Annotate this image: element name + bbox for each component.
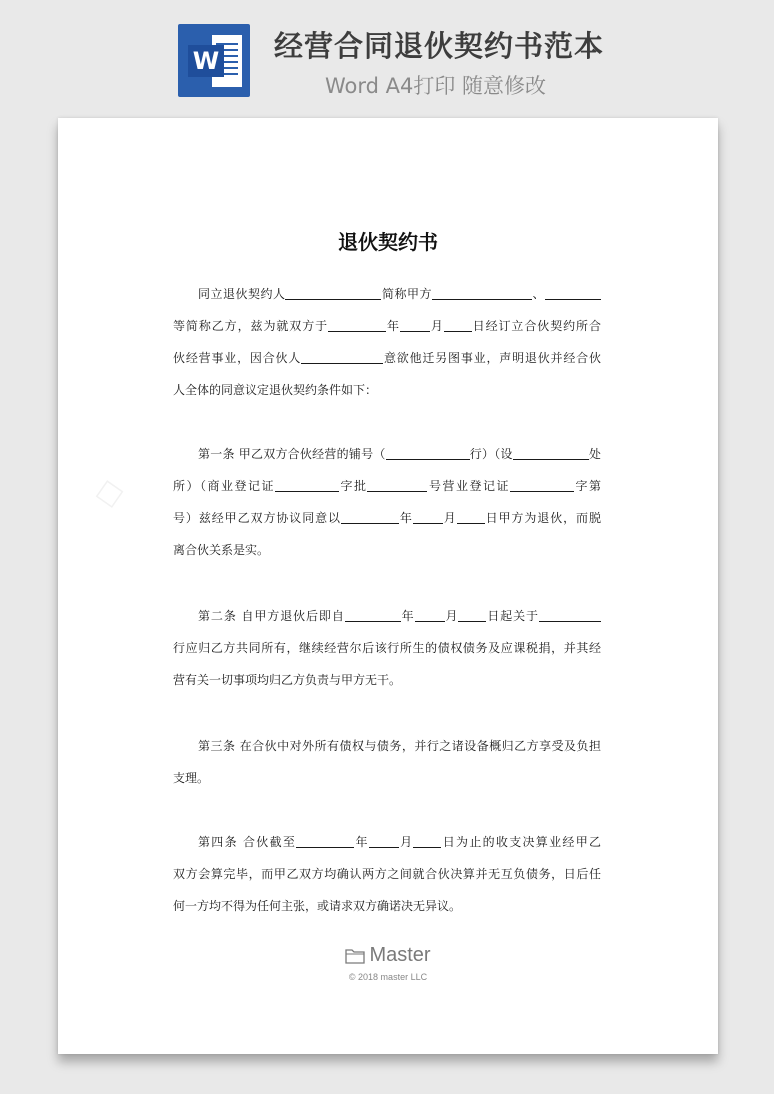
paragraph-line: 行应归乙方共同所有，继续经营尔后该行所生的债权债务及应课税捐，并其经 <box>173 641 601 655</box>
paragraph-line: 营有关一切事项均归乙方负责与甲方无干。 <box>173 673 402 687</box>
article-1 <box>173 438 601 566</box>
paragraph-line: 第一条 甲乙双方合伙经营的铺号（ 行）（设 处 <box>198 447 601 461</box>
paragraph-line: 支理。 <box>173 771 210 785</box>
article-3 <box>173 730 601 794</box>
paragraph-parties <box>173 278 601 406</box>
page-title: 经营合同退伙契约书范本 <box>274 29 605 63</box>
paragraph-line: 人全体的同意议定退伙契约条件如下： <box>173 383 378 397</box>
paragraph-line: 第三条 在合伙中对外所有债权与债务，并行之诸设备概归乙方享受及负担 <box>198 739 601 753</box>
document-title: 退伙契约书 <box>338 230 438 254</box>
copyright-text: © 2018 master LLC <box>348 971 428 982</box>
document-page: □ 退伙契约书 同立退伙契约人 简称甲方 、 等简称乙方，兹为就双方于 年 月 日经订立合伙契约所合 伙经营事业，因合伙人 意欲他迁另图事业，声明退伙并经合伙 人全体的同意议定退伙契约条件如下： 第一条 甲乙双方合伙经营的铺号（ 行）（设 处 所）（商业登记证 字批 号营业登记证 字第 号）兹经甲乙双方协议同意以 年 月 日甲方为退伙，而脱 离合伙关系是实。 第二条 自甲方退伙后即自 年 月 日起关于 行应归乙方共同所有，继续经营尔后该行所生的债权债务及应课税捐，并其经 营有关一切事项均归乙方负责与甲方无干。 第三条 在合伙中对外所有债权与债务，并行之诸设备概归乙方享受及负担 支理。 第四条 合伙截至 年 月 日为止的收支决算业经甲乙 双方会算完毕，而甲乙双方均确认两方之间就合伙决算并无互负债务，日后任 何一方均不得为任何主张，或请求双方确诺决无异议。 Master © 2018 master LLC <box>58 118 718 1054</box>
brand-name: Master <box>369 944 431 966</box>
paragraph-line: 等简称乙方，兹为就双方于 年 月 日经订立合伙契约所合 <box>173 319 601 333</box>
folder-icon <box>345 948 365 964</box>
paragraph-line: 同立退伙契约人 简称甲方 、 <box>173 278 601 310</box>
paragraph-line: 第二条 自甲方退伙后即自 年 月 日起关于 <box>173 600 601 632</box>
paragraph-line: 何一方均不得为任何主张，或请求双方确诺决无异议。 <box>173 899 462 913</box>
article-4 <box>173 826 601 922</box>
paragraph-line: 离合伙关系是实。 <box>173 543 270 557</box>
master-logo <box>58 944 718 982</box>
paragraph-line: 号）兹经甲乙双方协议同意以 年 月 日甲方为退伙，而脱 <box>173 511 601 525</box>
page-subtitle: Word A4打印 随意修改 <box>325 74 547 98</box>
paragraph-line: 伙经营事业，因合伙人 意欲他迁另图事业，声明退伙并经合伙 <box>173 351 601 365</box>
article-2 <box>173 600 601 696</box>
paragraph-line: 第四条 合伙截至 年 月 日为止的收支决算业经甲乙 <box>198 835 601 849</box>
word-icon: W <box>178 24 250 97</box>
paragraph-line: 所）（商业登记证 字批 号营业登记证 字第 <box>173 479 601 493</box>
paragraph-line: 双方会算完毕，而甲乙双方均确认两方之间就合伙决算并无互负债务，日后任 <box>173 867 601 881</box>
